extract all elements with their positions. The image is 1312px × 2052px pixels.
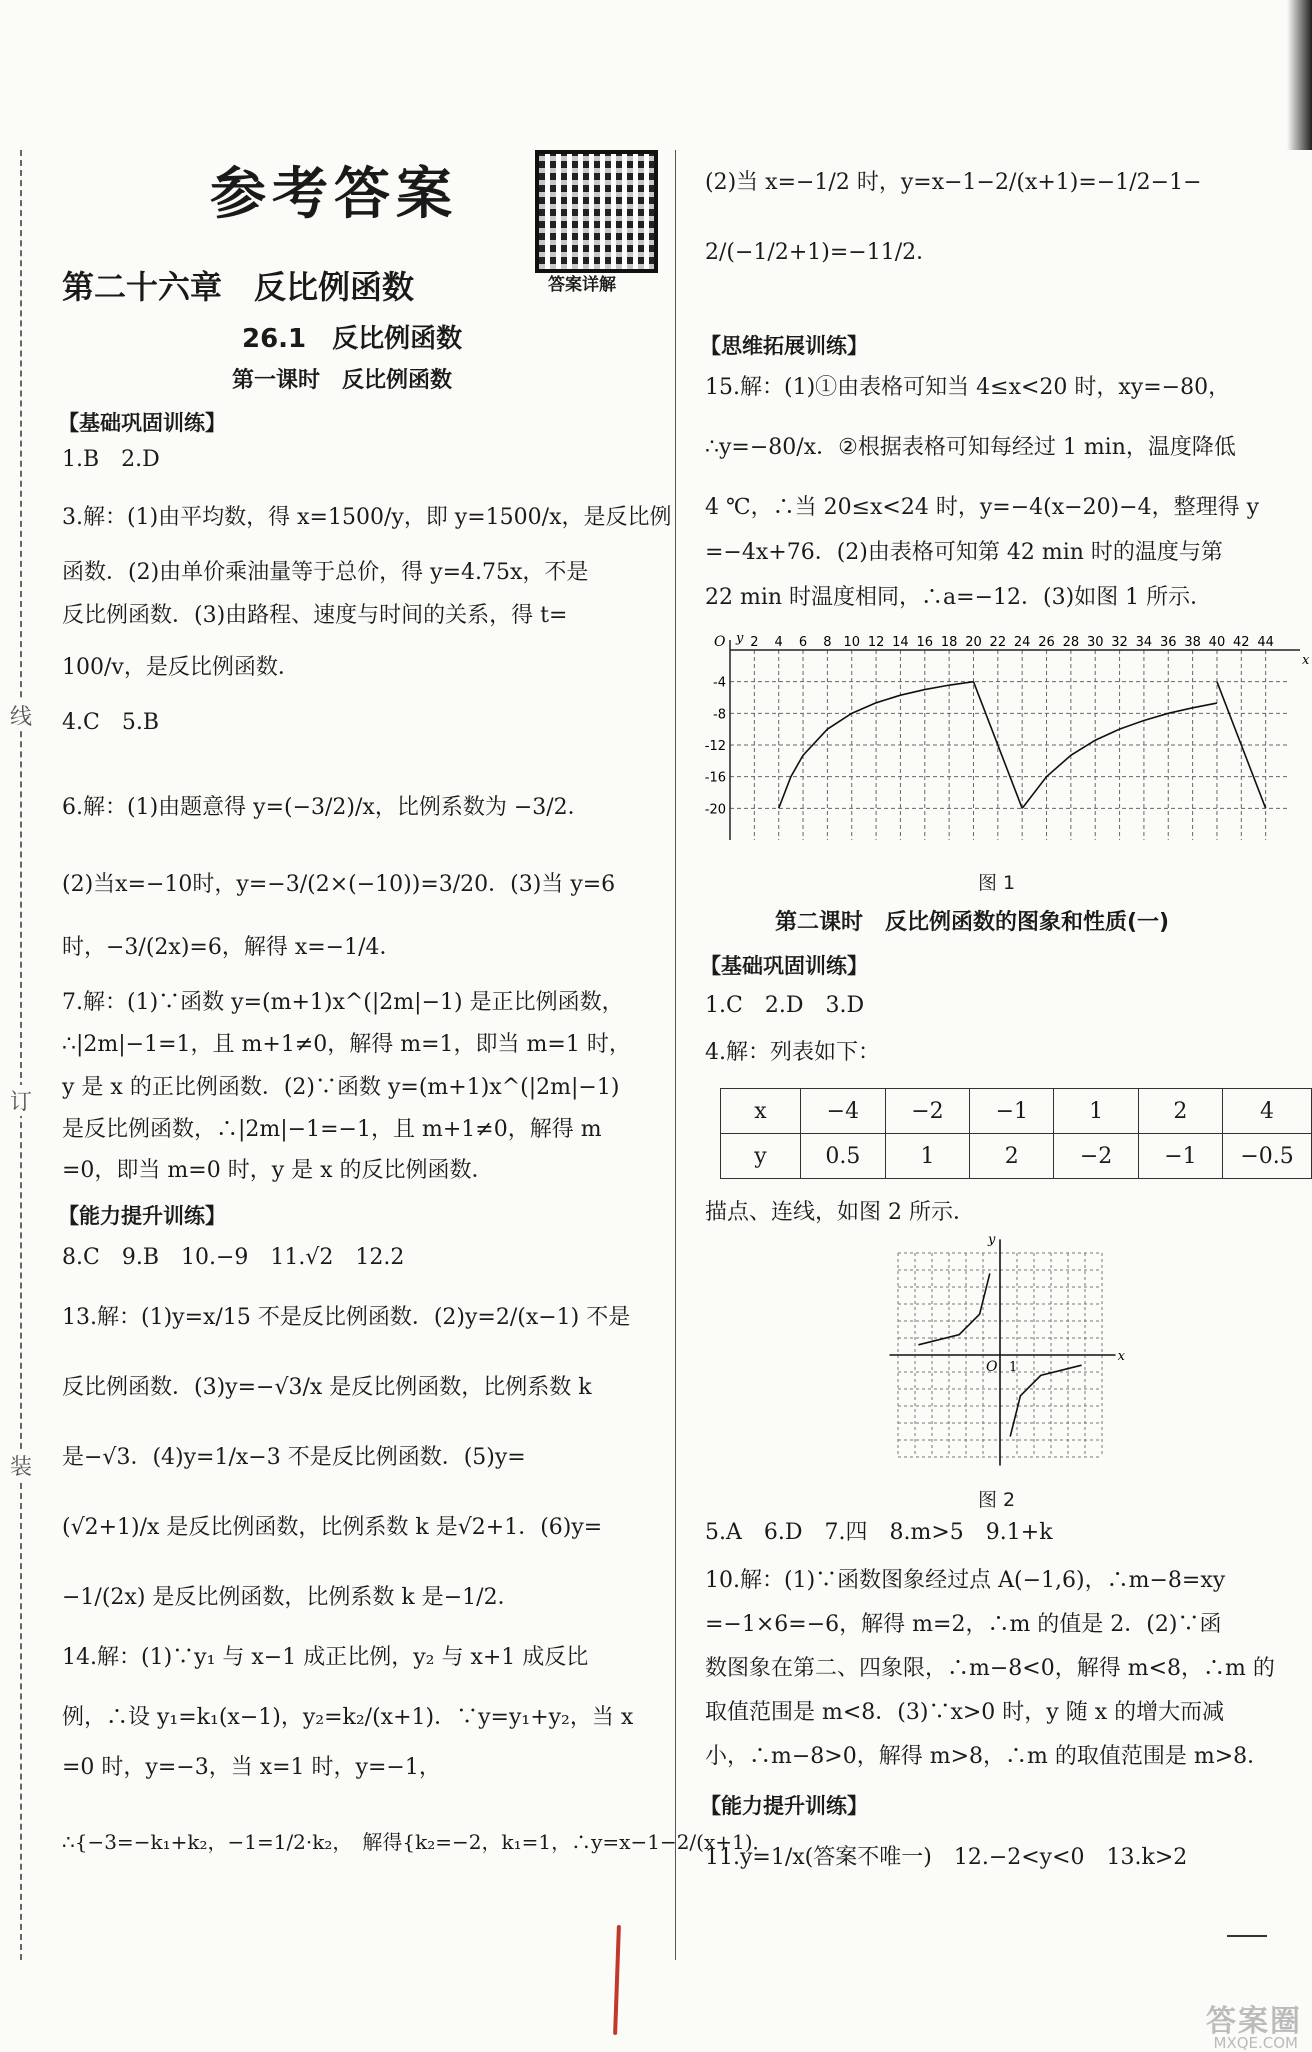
section-heading: 26.1 反比例函数 [242, 324, 463, 354]
curve-branch-right [1010, 1365, 1081, 1436]
answer-line: 数图象在第二、四象限，∴m−8<0，解得 m<8，∴m 的 [705, 1656, 1275, 1681]
answer-line: =−1×6=−6，解得 m=2，∴m 的值是 2．(2)∵函 [705, 1612, 1222, 1637]
x-tick-label: 8 [823, 635, 832, 650]
table-row-x [721, 1089, 1312, 1134]
tick-label-one: 1 [1009, 1360, 1018, 1375]
x-tick-label: 34 [1135, 635, 1153, 650]
answer-line: y 是 x 的正比例函数．(2)∵函数 y=(m+1)x^(|2m|−1) [62, 1075, 620, 1100]
tag-ability-training-2: 【能力提升训练】 [700, 1794, 868, 1818]
x-tick-label: 18 [940, 635, 958, 650]
x-tick-label: 28 [1062, 635, 1080, 650]
x-tick-label: 42 [1233, 635, 1250, 650]
table-row-y [721, 1134, 1312, 1179]
y-axis-label: y [988, 1232, 996, 1248]
x-tick-label: 14 [892, 635, 909, 650]
value-table [720, 1088, 1312, 1179]
answer-line: 4 ℃，∴当 20≤x<24 时，y=−4(x−20)−4，整理得 y [705, 495, 1259, 520]
answer-line: (2)当 x=−1/2 时，y=x−1−2/(x+1)=−1/2−1− [705, 170, 1202, 195]
page-corner-shadow [1287, 0, 1312, 150]
red-pen-mark [613, 1925, 621, 2035]
answer-line: 8.C 9.B 10.−9 11.√2 12.2 [62, 1245, 405, 1270]
curve-branch-left [918, 1273, 989, 1344]
x-tick-label: 32 [1111, 635, 1128, 650]
margin-char-zhuang: 装 [10, 1450, 32, 1481]
table-cell: 2 [970, 1134, 1054, 1179]
table-cell: −1 [970, 1089, 1054, 1134]
answer-line: 2/(−1/2+1)=−11/2． [705, 240, 939, 265]
binding-margin-line [20, 150, 22, 1960]
y-tick-label: -16 [704, 770, 726, 786]
qr-code[interactable] [535, 150, 658, 273]
answer-line: 反比例函数．(3)由路程、速度与时间的关系，得 t= [62, 603, 568, 628]
answer-line: 13.解：(1)y=x/15 不是反比例函数．(2)y=2/(x−1) 不是 [62, 1305, 631, 1330]
answer-line: 1.C 2.D 3.D [705, 993, 865, 1018]
answer-line: ∴|2m|−1=1，且 m+1≠0，解得 m=1，即当 m=1 时， [62, 1032, 631, 1057]
figure-1-caption: 图 1 [978, 872, 1016, 894]
x-tick-label: 22 [989, 635, 1007, 650]
table-cell: 1 [885, 1134, 969, 1179]
table-cell: −2 [1054, 1134, 1138, 1179]
answer-line: (√2+1)/x 是反比例函数，比例系数 k 是√2+1．(6)y= [62, 1515, 603, 1540]
answer-line: 11.y=1/x(答案不唯一) 12.−2<y<0 13.k>2 [705, 1845, 1188, 1870]
answer-line: 6.解：(1)由题意得 y=(−3/2)/x，比例系数为 −3/2． [62, 795, 590, 820]
lesson-heading: 第一课时 反比例函数 [232, 368, 453, 393]
answer-line: 22 min 时温度相同，∴a=−12．(3)如图 1 所示． [705, 585, 1213, 610]
answer-line: 取值范围是 m<8．(3)∵x>0 时，y 随 x 的增大而减 [705, 1700, 1225, 1725]
x-tick-label: 10 [843, 635, 861, 650]
y-tick-label: -12 [704, 739, 726, 754]
table-cell: −0.5 [1223, 1134, 1312, 1179]
origin-label: O [986, 1359, 998, 1375]
tag-extension-training: 【思维拓展训练】 [700, 334, 868, 358]
x-axis-label: x [1302, 653, 1310, 668]
x-tick-label: 44 [1257, 635, 1274, 650]
column-divider [675, 150, 676, 1960]
answer-line: ∴y=−80/x．②根据表格可知每经过 1 min，温度降低 [705, 435, 1236, 460]
x-tick-label: 4 [774, 635, 783, 650]
answer-line: 14.解：(1)∵y₁ 与 x−1 成正比例，y₂ 与 x+1 成反比 [62, 1645, 589, 1670]
table-cell: 0.5 [800, 1134, 885, 1179]
answer-line: 小，∴m−8>0，解得 m>8，∴m 的取值范围是 m>8． [705, 1744, 1270, 1769]
x-tick-label: 40 [1208, 635, 1226, 650]
tag-basic-training: 【基础巩固训练】 [58, 411, 226, 435]
margin-char-ding: 订 [10, 1085, 32, 1116]
margin-char-xian: 线 [10, 700, 32, 731]
y-tick-label: -20 [704, 802, 726, 818]
x-tick-label: 38 [1184, 635, 1201, 650]
x-tick-label: 26 [1038, 635, 1055, 650]
x-tick-label: 24 [1013, 635, 1031, 650]
answer-line: 函数．(2)由单价乘油量等于总价，得 y=4.75x，不是 [62, 560, 589, 585]
figure-2-chart [880, 1232, 1125, 1470]
answer-line: 4.C 5.B [62, 710, 159, 735]
x-tick-label: 6 [798, 635, 808, 650]
y-tick-label: -4 [713, 675, 726, 691]
table-header-x: x [721, 1089, 801, 1134]
answer-line: 5.A 6.D 7.四 8.m>5 9.1+k [705, 1520, 1053, 1545]
origin-label: O [714, 634, 726, 650]
watermark-url: MXQE.COM [1213, 2034, 1298, 2052]
answer-line: 例，∴设 y₁=k₁(x−1)，y₂=k₂/(x+1)．∵y=y₁+y₂，当 x [62, 1705, 634, 1730]
answer-line: 3.解：(1)由平均数，得 x=1500/y，即 y=1500/x，是反比例 [62, 505, 672, 530]
page-title: 参考答案 [210, 161, 458, 227]
x-tick-label: 12 [867, 635, 885, 650]
table-cell: −1 [1138, 1134, 1222, 1179]
answer-line: ∴{−3=−k₁+k₂，−1=1/2·k₂， 解得{k₂=−2，k₁=1，∴y=x−1−2/(x+1)． [62, 1830, 773, 1854]
table-cell: −4 [800, 1089, 885, 1134]
watermark-logo: 答案圈 [1206, 2004, 1302, 2039]
answer-line: 100/v，是反比例函数． [62, 655, 300, 680]
answer-line: =0 时，y=−3，当 x=1 时，y=−1， [62, 1755, 441, 1780]
answer-line: 是反比例函数，∴|2m|−1=−1，且 m+1≠0，解得 m [62, 1117, 602, 1142]
x-tick-label: 36 [1159, 635, 1177, 650]
answer-line: 10.解：(1)∵函数图象经过点 A(−1,6)，∴m−8=xy [705, 1568, 1226, 1593]
answer-line: =−4x+76．(2)由表格可知第 42 min 时的温度与第 [705, 540, 1223, 565]
table-cell: 1 [1054, 1089, 1138, 1134]
answer-line: −1/(2x) 是反比例函数，比例系数 k 是−1/2． [62, 1585, 520, 1610]
answer-line: 是−√3．(4)y=1/x−3 不是反比例函数．(5)y= [62, 1445, 526, 1470]
answer-line: 1.B 2.D [62, 447, 160, 472]
answer-line: 描点、连线，如图 2 所示． [705, 1200, 975, 1225]
table-cell: 2 [1138, 1089, 1222, 1134]
x-tick-label: 2 [750, 635, 759, 650]
x-tick-label: 30 [1086, 635, 1104, 650]
qr-label: 答案详解 [548, 275, 616, 295]
lesson-2-heading: 第二课时 反比例函数的图象和性质(一) [775, 910, 1170, 935]
answer-line: 反比例函数．(3)y=−√3/x 是反比例函数，比例系数 k [62, 1375, 592, 1400]
table-header-y: y [721, 1134, 801, 1179]
tag-ability-training: 【能力提升训练】 [58, 1204, 226, 1228]
x-tick-label: 16 [916, 635, 934, 650]
table-cell: −2 [885, 1089, 969, 1134]
tag-basic-training-2: 【基础巩固训练】 [700, 954, 868, 978]
answer-line: (2)当x=−10时，y=−3/(2×(−10))=3/20．(3)当 y=6 [62, 872, 616, 897]
figure-1-chart [700, 630, 1310, 860]
x-tick-label: 20 [965, 635, 982, 650]
answer-line: 时，−3/(2x)=6，解得 x=−1/4． [62, 935, 402, 960]
chapter-heading: 第二十六章 反比例函数 [62, 268, 415, 306]
x-axis-label: x [1117, 1349, 1125, 1364]
y-axis-label: y [736, 631, 744, 646]
answer-line: 4.解：列表如下： [705, 1040, 880, 1065]
figure-2-caption: 图 2 [978, 1489, 1016, 1511]
answer-line: =0，即当 m=0 时，y 是 x 的反比例函数． [62, 1158, 494, 1183]
answer-line: 15.解：(1)①由表格可知当 4≤x<20 时，xy=−80， [705, 375, 1231, 400]
page-number-bar [1227, 1935, 1267, 1937]
y-tick-label: -8 [713, 707, 726, 723]
table-cell: 4 [1223, 1089, 1312, 1134]
answer-line: 7.解：(1)∵函数 y=(m+1)x^(|2m|−1) 是正比例函数， [62, 990, 624, 1015]
